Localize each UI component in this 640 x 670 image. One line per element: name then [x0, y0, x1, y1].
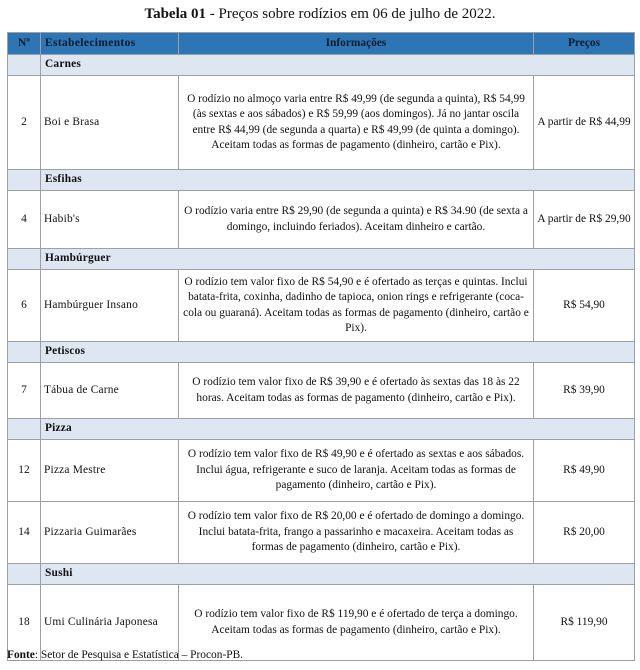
price-cell: R$ 39,90	[534, 363, 635, 419]
table-header-row	[8, 33, 635, 55]
table-row	[8, 363, 635, 419]
info-cell: O rodízio tem valor fixo de R$ 39,90 e é ofertado às sextas das 18 às 22 horas. Aceitam todas as formas de pagamento (dinheiro, cartão e Pix).	[179, 363, 534, 419]
category-label: Sushi	[41, 564, 635, 585]
category-row-esfihas	[8, 170, 635, 191]
table-caption-label: Tabela 01	[144, 6, 206, 22]
table-row	[8, 440, 635, 502]
establishment-name: Pizza Mestre	[41, 440, 179, 502]
row-number: 6	[8, 270, 41, 342]
category-label: Esfihas	[41, 170, 635, 191]
table-row	[8, 502, 635, 564]
category-spacer	[8, 249, 41, 270]
info-cell: O rodízio varia entre R$ 29,90 (de segunda a quinta) e R$ 34.90 (de sexta a domingo, incluindo feriados). Aceitam dinheiro e cartão.	[179, 191, 534, 249]
category-row-carnes	[8, 55, 635, 76]
category-spacer	[8, 55, 41, 76]
row-number: 12	[8, 440, 41, 502]
table-row	[8, 270, 635, 342]
category-label: Pizza	[41, 419, 635, 440]
table-caption	[0, 4, 640, 24]
category-label: Petiscos	[41, 342, 635, 363]
row-number: 18	[8, 585, 41, 661]
row-number: 4	[8, 191, 41, 249]
establishment-name: Pizzaria Guimarães	[41, 502, 179, 564]
table-row	[8, 191, 635, 249]
category-label: Carnes	[41, 55, 635, 76]
establishment-name: Habib's	[41, 191, 179, 249]
establishment-name: Tábua de Carne	[41, 363, 179, 419]
source-text: : Setor de Pesquisa e Estatística – Procon-PB.	[34, 649, 244, 661]
header-info: Informações	[179, 33, 534, 55]
row-number: 14	[8, 502, 41, 564]
table-row	[8, 76, 635, 170]
category-spacer	[8, 342, 41, 363]
source-label: Fonte	[7, 649, 35, 661]
info-cell: O rodízio tem valor fixo de R$ 119,90 e é ofertado de terça a domingo. Aceitam todas as formas de pagamento (dinheiro, cartão e Pix).	[179, 585, 534, 661]
price-cell: A partir de R$ 44,99	[534, 76, 635, 170]
row-number: 2	[8, 76, 41, 170]
category-row-hamburguer	[8, 249, 635, 270]
establishment-name: Hambúrguer Insano	[41, 270, 179, 342]
category-row-petiscos	[8, 342, 635, 363]
price-cell: R$ 20,00	[534, 502, 635, 564]
price-cell: R$ 49,90	[534, 440, 635, 502]
category-spacer	[8, 419, 41, 440]
row-number: 7	[8, 363, 41, 419]
establishment-name: Boi e Brasa	[41, 76, 179, 170]
info-cell: O rodízio tem valor fixo de R$ 20,00 e é ofertado de domingo a domingo. Inclui batata-frita, frango a passarinho e macaxeira. Aceitam todas as formas de pagamento (dinheiro, cartão e Pix).	[179, 502, 534, 564]
table-body	[8, 55, 635, 661]
category-row-sushi	[8, 564, 635, 585]
info-cell: O rodízio tem valor fixo de R$ 49,90 e é ofertado as sextas e aos sábados. Inclui água, refrigerante e suco de laranja. Aceitam todas as formas de pagamento (dinheiro, cartão e Pix).	[179, 440, 534, 502]
header-establishment: Estabelecimentos	[41, 33, 179, 55]
info-cell: O rodízio no almoço varia entre R$ 49,99 (de segunda a quinta), R$ 54,99 (às sextas e aos sábados) e R$ 59,99 (aos domingos). Já no jantar oscila entre R$ 44,99 (de segunda a quarta) e R$ 49,99 (de quinta a domingo). Aceitam todas as formas de pagamento (dinheiro, cartão e Pix).	[179, 76, 534, 170]
table-header	[8, 33, 635, 55]
category-spacer	[8, 170, 41, 191]
price-cell: R$ 119,90	[534, 585, 635, 661]
price-cell: A partir de R$ 29,90	[534, 191, 635, 249]
info-cell: O rodízio tem valor fixo de R$ 54,90 e é ofertado as terças e quintas. Inclui batata-frita, coxinha, dadinho de tapioca, onion rings e refrigerante (coca-cola ou guaraná). Aceitam todas as formas de pagamento (dinheiro, cartão e Pix).	[179, 270, 534, 342]
category-label: Hambúrguer	[41, 249, 635, 270]
category-row-pizza	[8, 419, 635, 440]
prices-table	[7, 32, 635, 661]
category-spacer	[8, 564, 41, 585]
establishment-name: Umi Culinária Japonesa	[41, 585, 179, 661]
source-note	[7, 648, 243, 663]
price-cell: R$ 54,90	[534, 270, 635, 342]
header-num: Nº	[8, 33, 41, 55]
header-prices: Preços	[534, 33, 635, 55]
table-caption-text: - Preços sobre rodízios em 06 de julho de 2022.	[206, 6, 496, 22]
